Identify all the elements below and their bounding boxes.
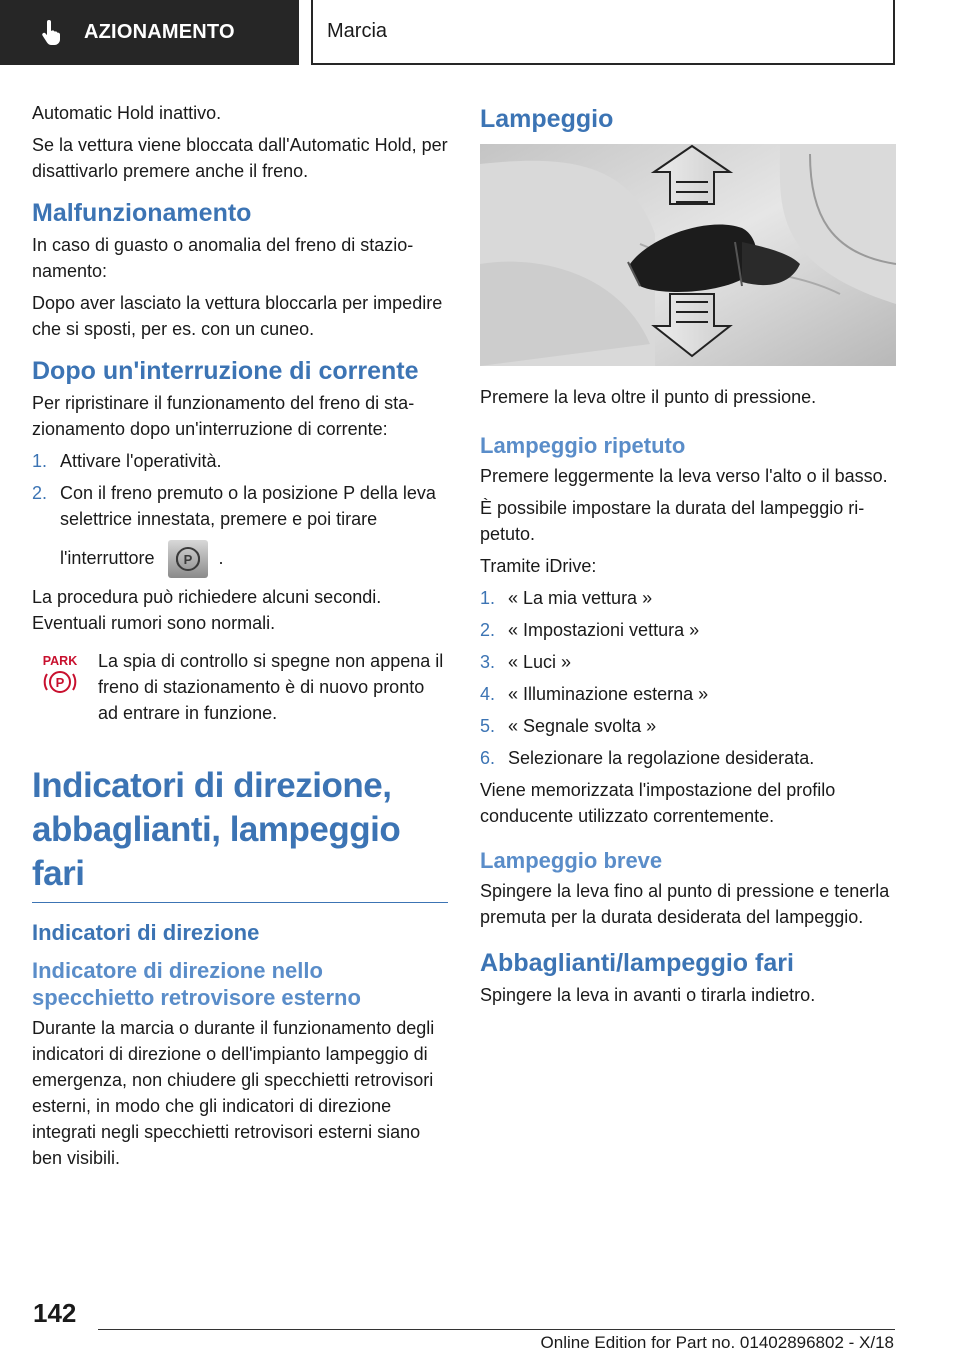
step-number: 3. xyxy=(480,652,496,672)
step-text: « Impostazioni vettura » xyxy=(508,620,700,640)
step-text: « Segnale svolta » xyxy=(508,716,657,736)
step-number: 1. xyxy=(32,451,48,471)
paragraph: In caso di guasto o anomalia del freno di stazionamento: xyxy=(32,235,414,281)
paragraph: Viene memorizzata l'impostazione del profilo conducente utilizzato correntemente. xyxy=(480,780,836,826)
park-label: PARK xyxy=(42,654,78,668)
main-heading: Indicatori di direzione, abbaglianti, lampeggio fari xyxy=(32,764,448,903)
page-number: 142 xyxy=(33,1298,77,1328)
step-text: Con il freno premuto o la posizione P della leva selettrice innestata, premere e poi tirare xyxy=(60,483,436,529)
chapter-header xyxy=(311,0,895,65)
step-number: 6. xyxy=(480,748,496,768)
list-item xyxy=(480,681,896,707)
heading-high-beams: Abbaglianti/lampeggio fari xyxy=(480,949,794,977)
list-item xyxy=(480,585,896,611)
step-number: 2. xyxy=(32,483,48,503)
paragraph: Dopo aver lasciato la vettura bloccarla per impedire che si sposti, per es. con un cuneo. xyxy=(32,293,443,339)
steps-list xyxy=(32,448,448,578)
step-number: 2. xyxy=(480,620,496,640)
step-number: 5. xyxy=(480,716,496,736)
paragraph: È possibile impostare la durata del lampeggio ripetuto. xyxy=(480,498,865,544)
heading-turn-signals: Indicatori di direzione xyxy=(32,920,260,945)
svg-text:P: P xyxy=(55,675,65,690)
step-text: Selezionare la regolazione desiderata. xyxy=(508,748,815,768)
paragraph: Tramite iDrive: xyxy=(480,556,597,576)
left-column xyxy=(32,100,448,1177)
svg-text:P: P xyxy=(183,552,192,567)
section-header xyxy=(0,0,299,65)
step-text-wrap xyxy=(60,480,448,578)
park-warning-icon xyxy=(32,648,98,726)
step-text: « La mia vettura » xyxy=(508,588,653,608)
hand-pointer-icon xyxy=(40,20,62,46)
note-text: La spia di controllo si spegne non appena il freno di stazionamento è di nuovo pronto ad entrare in funzione. xyxy=(98,651,444,723)
paragraph: Spingere la leva fino al punto di pressione e tenerla premuta per la durata desiderata del lampeggio. xyxy=(480,881,890,927)
step-text-tail: l'interruttore xyxy=(60,547,155,568)
step-number: 1. xyxy=(480,588,496,608)
heading-brief-flash: Lampeggio breve xyxy=(480,848,663,873)
heading-repeated-flash: Lampeggio ripetuto xyxy=(480,433,686,458)
paragraph: Automatic Hold inattivo. xyxy=(32,103,222,123)
paragraph: Premere leggermente la leva verso l'alto o il basso. xyxy=(480,466,888,486)
indicator-note xyxy=(32,648,448,726)
paragraph: Per ripristinare il funzionamento del freno di stazionamento dopo un'interruzione di corrente: xyxy=(32,393,415,439)
list-item xyxy=(32,448,448,474)
section-title: AZIONAMENTO xyxy=(84,21,235,43)
list-item xyxy=(480,745,896,771)
list-item xyxy=(480,713,896,739)
step-text: Attivare l'operatività. xyxy=(60,451,222,471)
paragraph: Se la vettura viene bloccata dall'Automatic Hold, per disattivarlo premere anche il freno. xyxy=(32,135,448,181)
step-text: « Luci » xyxy=(508,652,572,672)
heading-power-interruption: Dopo un'interruzione di corrente xyxy=(32,357,419,385)
step-text-end: . xyxy=(218,547,224,568)
heading-flash: Lampeggio xyxy=(480,105,614,133)
step-number: 4. xyxy=(480,684,496,704)
list-item xyxy=(32,480,448,578)
edition-footer: Online Edition for Part no. 01402896802 - X/18 xyxy=(540,1333,894,1352)
turn-signal-stalk-illustration xyxy=(480,144,896,366)
paragraph: Spingere la leva in avanti o tirarla indietro. xyxy=(480,985,816,1005)
parking-brake-switch-icon xyxy=(168,540,208,578)
paragraph: Durante la marcia o durante il funzionamento degli indicatori di direzione o dell'impianto lampeggio di emergenza, non chiudere gli specchietti retrovisori esterni, in modo che gli indicatori di direzione integrati negli specchietti retrovisori esterni siano ben visibili. xyxy=(32,1018,435,1168)
list-item xyxy=(480,649,896,675)
heading-malfunction: Malfunzionamento xyxy=(32,199,252,227)
footer-divider xyxy=(98,1329,895,1330)
chapter-title: Marcia xyxy=(327,20,388,42)
heading-mirror-indicator: Indicatore di direzione nello specchietto retrovisore esterno xyxy=(32,958,361,1010)
step-text: « Illuminazione esterna » xyxy=(508,684,709,704)
idrive-steps-list xyxy=(480,585,896,771)
right-column xyxy=(480,100,896,1014)
paragraph: Premere la leva oltre il punto di pressione. xyxy=(480,387,817,407)
paragraph: La procedura può richiedere alcuni secondi. Eventuali rumori sono normali. xyxy=(32,587,382,633)
list-item xyxy=(480,617,896,643)
